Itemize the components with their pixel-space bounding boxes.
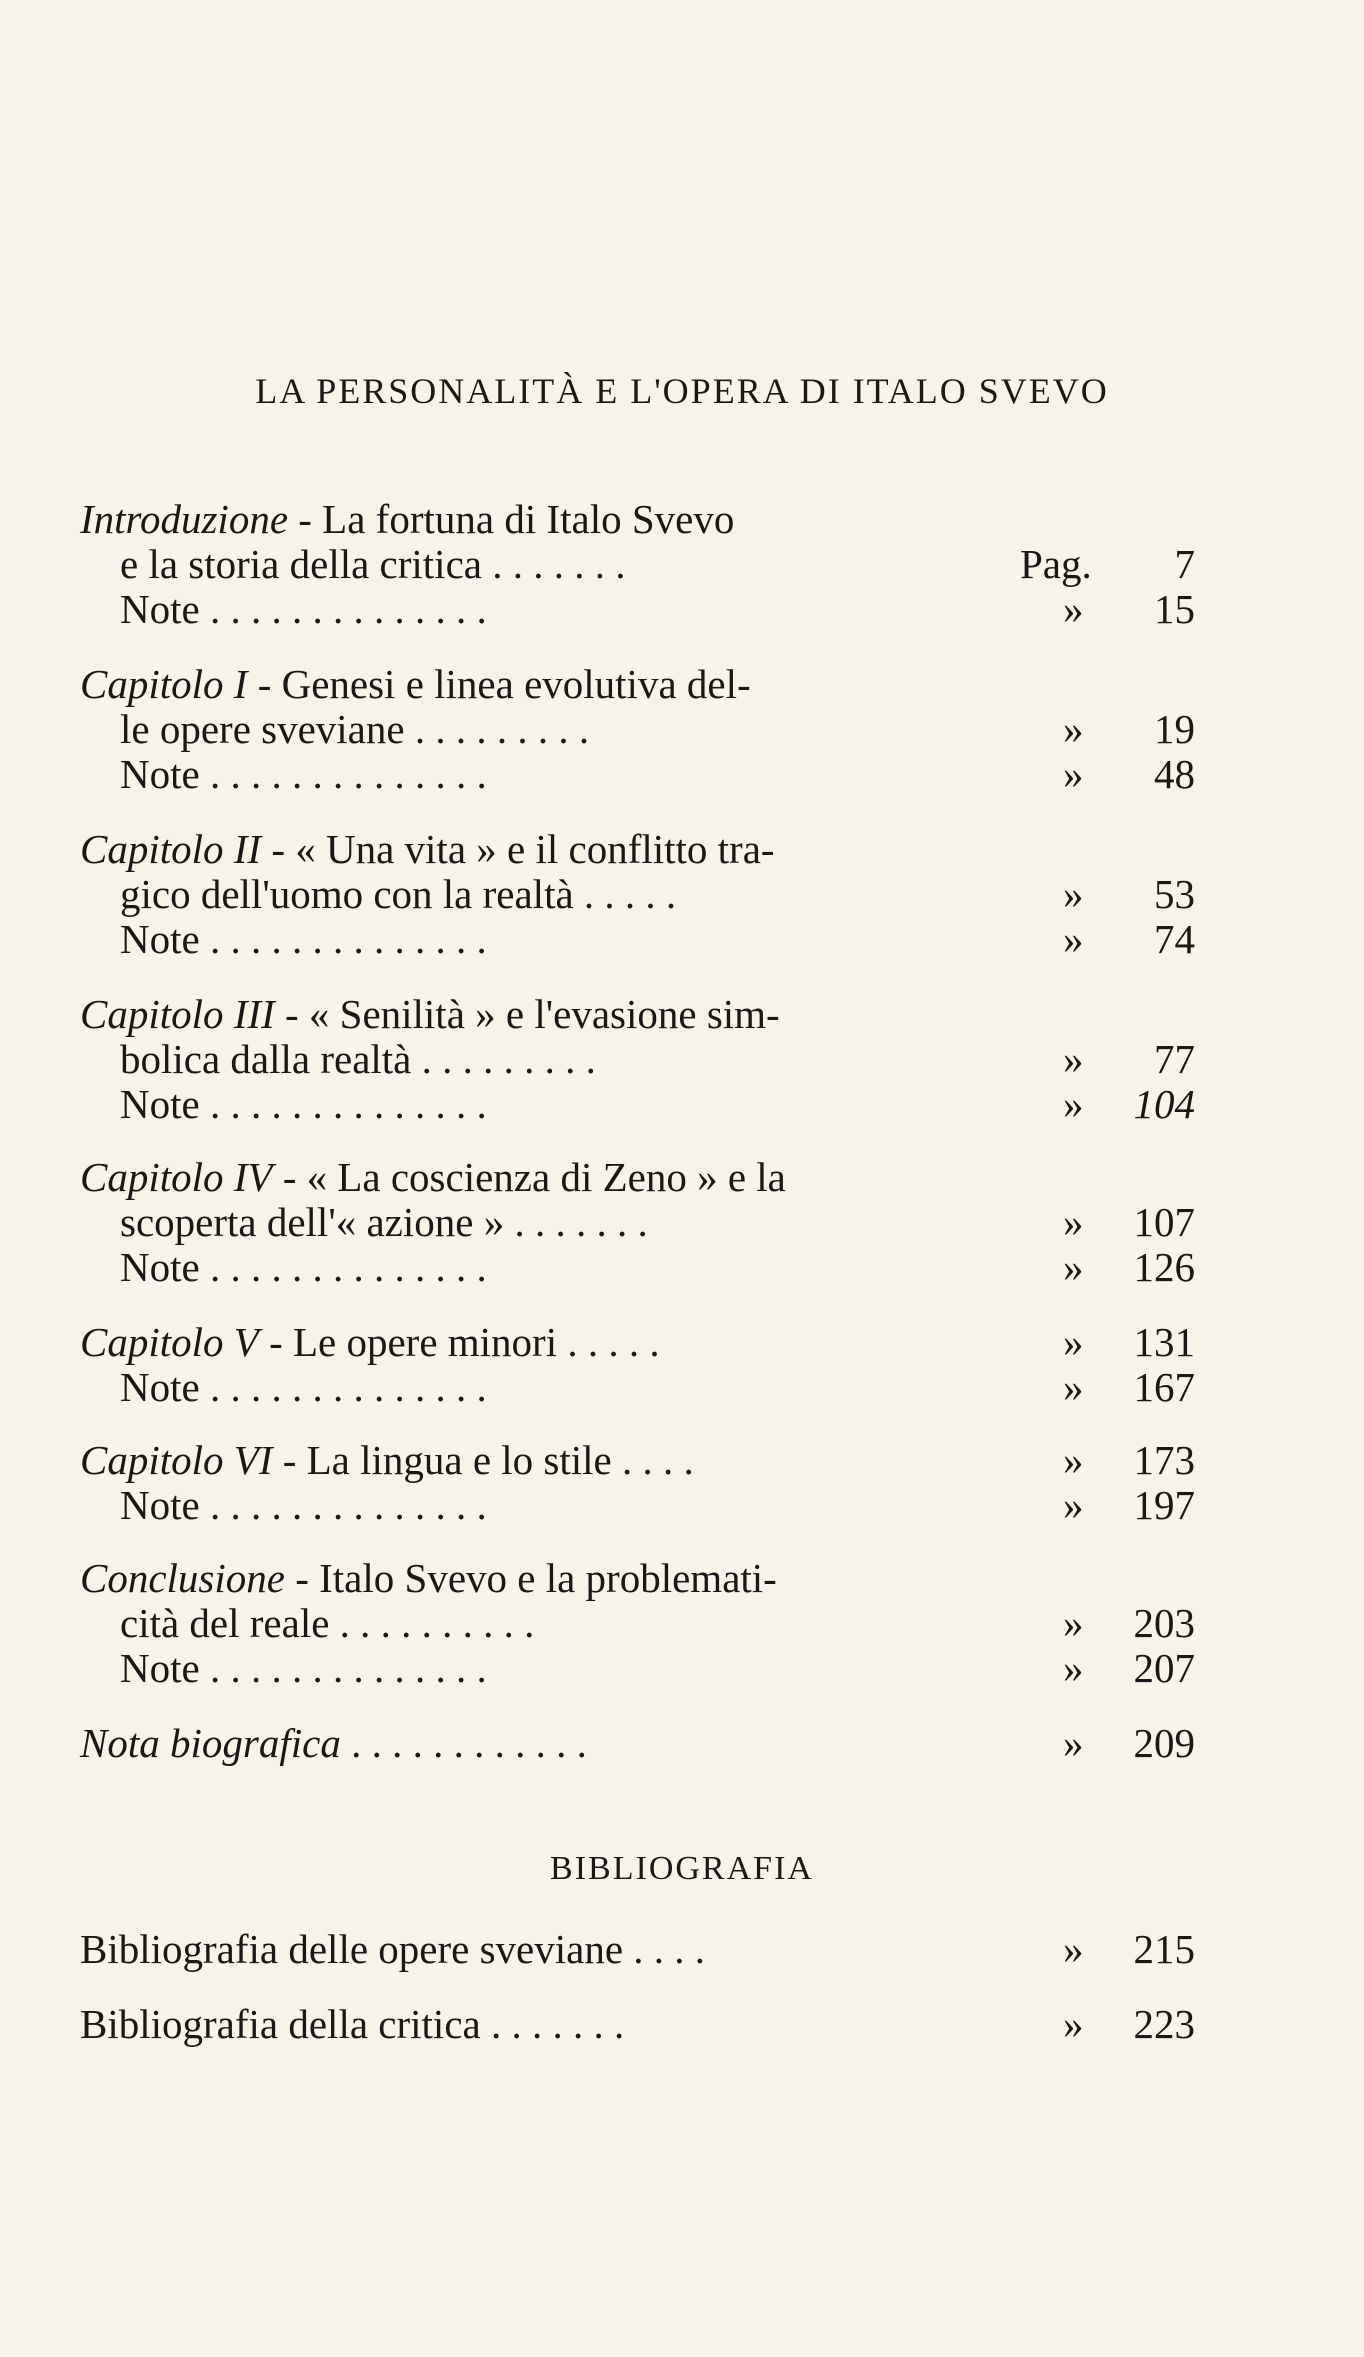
page-label: Pag. bbox=[1020, 541, 1092, 587]
chapter-label: Capitolo II bbox=[80, 826, 262, 872]
entry-text: Bibliografia delle opere sveviane . . . . bbox=[80, 1926, 706, 1972]
chapter-label: Capitolo IV bbox=[80, 1154, 273, 1200]
chapter-label: Conclusione bbox=[80, 1555, 285, 1601]
bibliography-heading: BIBLIOGRAFIA bbox=[550, 1850, 814, 1887]
ditto-mark: » bbox=[1063, 916, 1084, 962]
ditto-mark: » bbox=[1063, 2001, 1084, 2047]
page-number: 203 bbox=[1133, 1600, 1195, 1646]
ditto-mark: » bbox=[1063, 1081, 1084, 1127]
page-number: 131 bbox=[1133, 1319, 1195, 1365]
page-number: 19 bbox=[1154, 706, 1195, 752]
entry-text: Note . . . . . . . . . . . . . . bbox=[120, 586, 487, 632]
page-number: 126 bbox=[1133, 1244, 1195, 1290]
entry-text: - Italo Svevo e la problemati- bbox=[284, 1555, 777, 1601]
entry-text: scoperta dell'« azione » . . . . . . . bbox=[120, 1199, 648, 1245]
ditto-mark: » bbox=[1063, 1437, 1084, 1483]
ditto-mark: » bbox=[1063, 1244, 1084, 1290]
page-number: 223 bbox=[1133, 2001, 1195, 2047]
bib-entry bbox=[80, 2000, 624, 2048]
entry-text: Note . . . . . . . . . . . . . . bbox=[120, 1081, 487, 1127]
ditto-mark: » bbox=[1063, 1600, 1084, 1646]
entry-text: - « La coscienza di Zeno » e la bbox=[272, 1154, 786, 1200]
entry-text: - Le opere minori . . . . . bbox=[258, 1319, 660, 1365]
ditto-mark: » bbox=[1063, 1482, 1084, 1528]
entry-text: Note . . . . . . . . . . . . . . bbox=[120, 1645, 487, 1691]
chapter-label: Capitolo I bbox=[80, 661, 248, 707]
ditto-mark: » bbox=[1063, 1036, 1084, 1082]
bib-entry bbox=[80, 1925, 705, 1973]
page-number: 107 bbox=[1133, 1199, 1195, 1245]
ditto-mark: » bbox=[1063, 751, 1084, 797]
ditto-mark: » bbox=[1063, 871, 1084, 917]
entry-text: Note . . . . . . . . . . . . . . bbox=[120, 751, 487, 797]
entry-text: Note . . . . . . . . . . . . . . bbox=[120, 1244, 487, 1290]
page-number: 74 bbox=[1154, 916, 1195, 962]
page-number: 209 bbox=[1133, 1720, 1195, 1766]
page-number: 104 bbox=[1133, 1081, 1195, 1127]
page-number: 15 bbox=[1154, 586, 1195, 632]
chapter-label: Nota biografica bbox=[80, 1720, 341, 1766]
entry-text: Note . . . . . . . . . . . . . . bbox=[120, 916, 487, 962]
chapter-label: Capitolo VI bbox=[80, 1437, 273, 1483]
page-number: 7 bbox=[1174, 541, 1195, 587]
page-number: 173 bbox=[1133, 1437, 1195, 1483]
entry-text: . . . . . . . . . . . . bbox=[340, 1720, 587, 1766]
ditto-mark: » bbox=[1063, 1364, 1084, 1410]
ditto-mark: » bbox=[1063, 586, 1084, 632]
chapter-label: Capitolo V bbox=[80, 1319, 259, 1365]
entry-text: bolica dalla realtà . . . . . . . . . bbox=[120, 1036, 596, 1082]
page-number: 48 bbox=[1154, 751, 1195, 797]
chapter-label: Introduzione bbox=[80, 496, 289, 542]
ditto-mark: » bbox=[1063, 1645, 1084, 1691]
ditto-mark: » bbox=[1063, 1720, 1084, 1766]
ditto-mark: » bbox=[1063, 1199, 1084, 1245]
chapter-label: Capitolo III bbox=[80, 991, 275, 1037]
page-number: 53 bbox=[1154, 871, 1195, 917]
page-title: LA PERSONALITÀ E L'OPERA DI ITALO SVEVO bbox=[255, 371, 1109, 411]
entry-text: - « Una vita » e il conflitto tra- bbox=[261, 826, 775, 872]
page-number: 215 bbox=[1133, 1926, 1195, 1972]
entry-text: - « Senilità » e l'evasione sim- bbox=[274, 991, 780, 1037]
entry-text: le opere sveviane . . . . . . . . . bbox=[120, 706, 590, 752]
page-number: 197 bbox=[1133, 1482, 1195, 1528]
entry-text: cità del reale . . . . . . . . . . bbox=[120, 1600, 535, 1646]
page-number: 167 bbox=[1133, 1364, 1195, 1410]
entry-text: e la storia della critica . . . . . . . bbox=[120, 541, 626, 587]
ditto-mark: » bbox=[1063, 1926, 1084, 1972]
ditto-mark: » bbox=[1063, 1319, 1084, 1365]
entry-text: - La lingua e lo stile . . . . bbox=[272, 1437, 694, 1483]
entry-text: Note . . . . . . . . . . . . . . bbox=[120, 1364, 487, 1410]
entry-text: - Genesi e linea evolutiva del- bbox=[247, 661, 751, 707]
entry-text: Bibliografia della critica . . . . . . . bbox=[80, 2001, 625, 2047]
entry-text: gico dell'uomo con la realtà . . . . . bbox=[120, 871, 677, 917]
entry-text: Note . . . . . . . . . . . . . . bbox=[120, 1482, 487, 1528]
ditto-mark: » bbox=[1063, 706, 1084, 752]
page-number: 77 bbox=[1154, 1036, 1195, 1082]
entry-text: - La fortuna di Italo Svevo bbox=[288, 496, 735, 542]
page-number: 207 bbox=[1133, 1645, 1195, 1691]
